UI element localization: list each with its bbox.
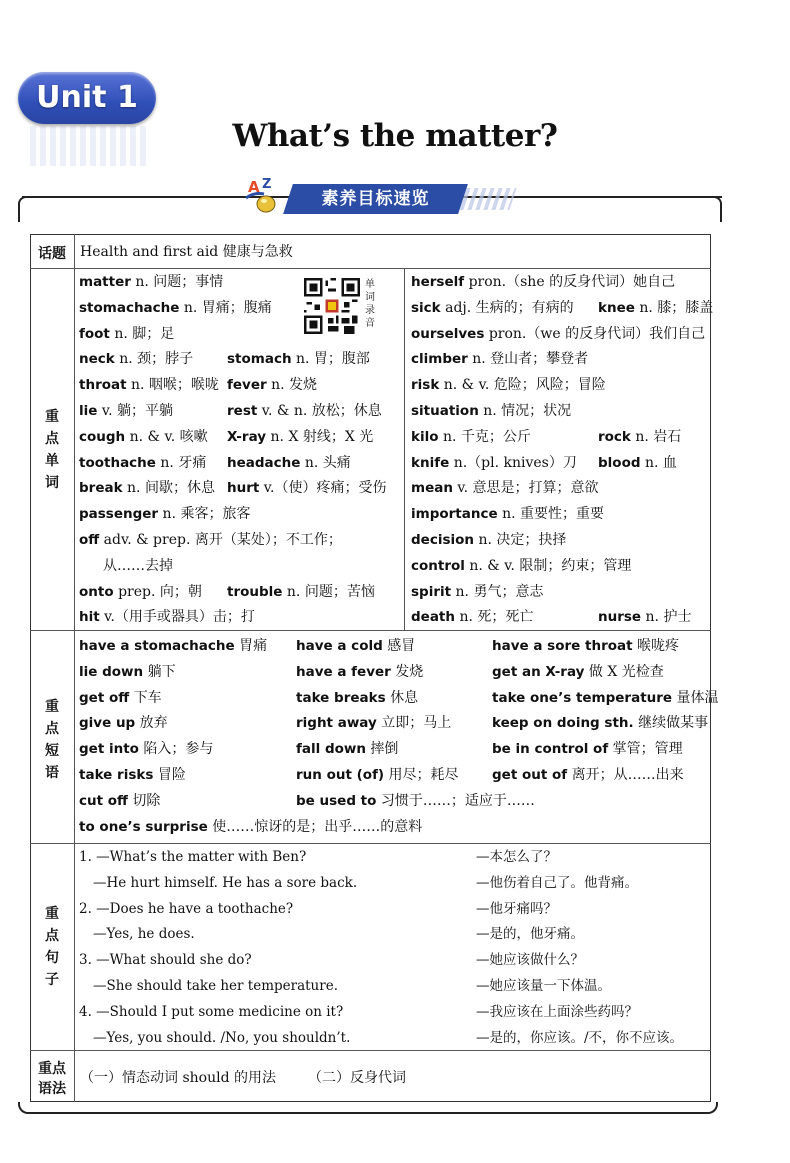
phrases-label-char: 短 <box>45 743 59 759</box>
vocab-definition: n. X 射线；X 光 <box>270 428 374 445</box>
vocab-word: hit <box>79 609 100 626</box>
phrase-text: lie down <box>79 663 144 680</box>
vocab-definition: n. 颈；脖子 <box>119 351 194 368</box>
phrase-text: to one’s surprise <box>79 818 208 835</box>
vocab-word: off <box>79 532 100 548</box>
phrase-entry <box>296 793 535 809</box>
vocab-definition: n. 问题；苦恼 <box>286 583 375 600</box>
phrase-entry <box>492 638 679 654</box>
phrase-text: give up <box>79 715 136 732</box>
vocab-definition: n. 咽喉；喉咙 <box>131 377 219 394</box>
phrase-entry <box>492 741 683 757</box>
qr-code-icon[interactable] <box>304 278 360 334</box>
sentence-english: 4. —Should I put some medicine on it? <box>79 1003 344 1020</box>
vocab-entry <box>411 351 588 367</box>
vocab-entry <box>411 326 705 342</box>
vocab-word: climber <box>411 351 468 368</box>
sentence-english: 1. —What’s the matter with Ben? <box>79 849 307 865</box>
vocab-entry <box>79 377 219 393</box>
phrase-meaning: 下车 <box>129 689 162 706</box>
vocab-entry <box>79 351 193 367</box>
page-title: What’s the matter? <box>232 118 558 154</box>
section-banner-decoration <box>459 188 516 210</box>
phrase-entry <box>492 715 708 731</box>
grammar-label-line: 语法 <box>38 1081 66 1097</box>
vocab-label-char: 重 <box>45 409 59 425</box>
vocab-label-char: 单 <box>45 453 59 469</box>
vocab-word: headache <box>227 454 301 471</box>
vocab-definition: n.（pl. knives）刀 <box>453 454 577 471</box>
vocab-definition: n. 膝；膝盖 <box>639 299 714 316</box>
phrase-entry <box>492 664 664 680</box>
vocab-entry <box>411 429 531 445</box>
phrase-text: get out of <box>492 767 568 783</box>
topic-text: Health and first aid 健康与急救 <box>80 244 293 260</box>
vocab-definition: v. & n. 放松；休息 <box>261 403 382 419</box>
phrase-meaning: 用尽；耗尽 <box>384 767 459 783</box>
vocab-entry <box>411 403 571 419</box>
phrase-entry <box>492 767 684 783</box>
phrase-entry <box>79 638 267 654</box>
row-divider <box>30 1050 711 1051</box>
qr-caption: 单 词 录 音 <box>365 279 375 329</box>
vocab-definition: n. 胃痛；腹痛 <box>183 299 272 316</box>
vocab-definition: n. 脚；足 <box>114 325 175 342</box>
sentence-english: 3. —What should she do? <box>79 952 252 969</box>
vocab-definition: n. 死；死亡 <box>459 609 534 626</box>
vocab-definition: n. 勇气；意志 <box>455 583 544 600</box>
vocab-entry <box>227 403 382 419</box>
vocab-definition: n. 发烧 <box>271 377 318 394</box>
vocab-word: throat <box>79 377 127 394</box>
phrase-text: run out (of) <box>296 767 385 783</box>
vocab-word: mean <box>411 480 453 497</box>
vocab-divider <box>404 268 405 630</box>
topic-label: 话题 <box>38 246 66 262</box>
vocab-word: control <box>411 557 465 574</box>
phrase-meaning: 躺下 <box>143 663 176 680</box>
vocab-word: rock <box>598 428 631 445</box>
sentence-chinese: —他牙痛吗？ <box>476 900 557 917</box>
vocab-word: herself <box>411 274 465 290</box>
vocab-entry <box>79 584 202 600</box>
vocab-definition: n. 问题；事情 <box>135 274 224 290</box>
phrase-meaning: 切除 <box>127 792 161 809</box>
vocab-entry <box>411 609 533 625</box>
vocab-definition: v.（使）疼痛；受伤 <box>263 480 387 497</box>
az-globe-icon <box>240 174 290 214</box>
phrase-text: have a sore throat <box>492 638 633 654</box>
vocab-word: decision <box>411 532 474 548</box>
vocab-definition: v. 躺；平躺 <box>101 403 174 419</box>
svg-text:A: A <box>248 178 260 196</box>
phrase-meaning: 做 X 光检查 <box>584 663 664 680</box>
vocab-word: risk <box>411 377 440 394</box>
phrase-text: fall down <box>296 741 366 758</box>
sentence-chinese: —她应该量一下体温。 <box>476 978 611 994</box>
vocab-word: trouble <box>227 583 283 600</box>
phrase-meaning: 掌管；管理 <box>608 741 683 758</box>
phrase-text: get into <box>79 741 139 758</box>
phrase-meaning: 休息 <box>385 689 419 706</box>
phrase-text: be used to <box>296 792 377 809</box>
row-divider <box>30 630 711 631</box>
phrases-label-cell <box>30 630 75 843</box>
vocab-word: cough <box>79 428 126 445</box>
phrase-entry <box>79 715 168 731</box>
footer-rule <box>18 1102 718 1114</box>
grammar-label-cell <box>30 1050 75 1102</box>
phrase-entry <box>296 690 418 706</box>
phrase-meaning: 喉咙疼 <box>632 638 680 654</box>
vocab-entry <box>79 455 206 471</box>
phrase-meaning: 习惯于……；适应于…… <box>376 792 535 809</box>
sentences-label-char: 子 <box>45 972 59 988</box>
svg-text:Z: Z <box>262 177 272 192</box>
phrase-entry <box>79 664 176 680</box>
vocab-word: break <box>79 480 123 497</box>
phrase-entry <box>79 793 160 809</box>
phrase-entry <box>79 741 213 757</box>
topic-label-cell <box>30 234 75 268</box>
vocab-definition: prep. 向；朝 <box>118 583 202 600</box>
header-rule-right-corner <box>712 196 722 222</box>
phrase-text: have a cold <box>296 638 383 654</box>
phrase-entry <box>79 690 162 706</box>
vocab-definition: n. 情况；状况 <box>483 403 572 419</box>
unit-badge: Unit 1 <box>18 72 156 124</box>
vocab-definition: n. 重要性；重要 <box>502 506 604 523</box>
phrase-text: keep on doing sth. <box>492 715 634 732</box>
vocab-entry <box>79 532 342 548</box>
vocab-entry <box>79 609 255 625</box>
vocab-definition: n. 乘客；旅客 <box>162 506 251 523</box>
phrase-meaning: 胃痛 <box>234 638 268 654</box>
row-divider <box>30 843 711 844</box>
vocab-entry <box>411 274 675 290</box>
vocab-word: toothache <box>79 454 156 471</box>
vocab-definition: n. 牙痛 <box>160 454 207 471</box>
vocab-entry <box>227 584 375 600</box>
phrase-meaning: 使……惊讶的是；出乎……的意料 <box>207 818 423 835</box>
phrase-entry <box>296 767 459 783</box>
sentence-chinese: —我应该在上面涂些药吗？ <box>476 1003 638 1020</box>
vocab-entry <box>411 480 599 496</box>
phrase-meaning: 陷入；参与 <box>138 741 214 758</box>
vocab-word: rest <box>227 403 258 419</box>
vocab-definition: pron.（she 的反身代词）她自己 <box>468 274 676 290</box>
phrase-text: take one’s temperature <box>492 689 673 706</box>
vocab-entry <box>79 506 250 522</box>
vocab-entry <box>411 455 577 471</box>
vocab-word: blood <box>598 454 641 471</box>
sentence-english: —She should take her temperature. <box>93 978 338 994</box>
vocab-definition: adj. 生病的；有病的 <box>445 299 574 316</box>
vocab-definition: pron.（we 的反身代词）我们自己 <box>488 325 706 342</box>
phrase-entry <box>79 767 186 783</box>
vocab-entry <box>598 455 677 471</box>
vocab-word: stomachache <box>79 299 180 316</box>
phrases-label-char: 语 <box>45 765 59 781</box>
phrase-meaning: 离开；从……出来 <box>567 767 684 783</box>
vocab-word: spirit <box>411 583 452 600</box>
vocab-definition: n. 千克；公斤 <box>442 428 531 445</box>
phrase-meaning: 放弃 <box>135 715 168 732</box>
vocab-label-char: 点 <box>45 431 59 447</box>
header-rule-left-corner <box>18 196 28 222</box>
phrase-entry <box>296 715 451 731</box>
vocab-definition: v.（用手或器具）击；打 <box>104 609 255 626</box>
vocab-word: onto <box>79 583 114 600</box>
grammar-label-line: 重点 <box>38 1061 66 1077</box>
vocab-word: stomach <box>227 351 292 368</box>
phrase-entry <box>296 638 415 654</box>
vocab-word: hurt <box>227 480 260 497</box>
sentences-label-char: 点 <box>45 928 59 944</box>
vocab-definition: n. 血 <box>644 454 677 471</box>
phrase-text: right away <box>296 715 377 732</box>
grammar-item-2: （二）反身代词 <box>308 1070 406 1086</box>
vocab-definition: n. 登山者；攀登者 <box>472 351 589 368</box>
sentences-label-char: 句 <box>45 950 59 966</box>
vocab-label-cell <box>30 268 75 630</box>
vocab-entry <box>79 429 208 445</box>
sentence-chinese: —她应该做什么？ <box>476 952 584 969</box>
sentence-english: —He hurt himself. He has a sore back. <box>93 874 358 891</box>
sentence-chinese: —是的，你应该。/不，你不应该。 <box>476 1029 684 1046</box>
vocab-entry <box>411 377 606 393</box>
phrase-text: cut off <box>79 792 128 809</box>
vocab-entry <box>227 351 370 367</box>
vocab-word: knife <box>411 454 450 471</box>
vocab-definition: v. 意思是；打算；意欲 <box>457 480 599 497</box>
vocab-word: X-ray <box>227 428 267 445</box>
vocab-word: death <box>411 609 455 626</box>
phrase-text: have a stomachache <box>79 638 235 654</box>
sentence-chinese: —他伤着自己了。他背痛。 <box>476 874 638 891</box>
sentence-chinese: —本怎么了？ <box>476 849 557 865</box>
phrase-text: take breaks <box>296 689 386 706</box>
sentence-chinese: —是的，他牙痛。 <box>476 926 584 943</box>
phrase-meaning: 立即；马上 <box>376 715 452 732</box>
vocab-word: passenger <box>79 506 159 523</box>
vocab-definition: n. 胃；腹部 <box>296 351 370 368</box>
vocab-entry <box>598 429 681 445</box>
vocab-word: situation <box>411 403 479 419</box>
row-divider <box>30 268 711 269</box>
vocab-entry <box>79 326 174 342</box>
phrase-text: take risks <box>79 767 154 783</box>
vocab-definition: n. 间歇；休息 <box>127 480 215 497</box>
phrase-entry <box>296 741 398 757</box>
phrase-text: be in control of <box>492 741 609 758</box>
vocab-word: sick <box>411 299 441 316</box>
vocab-word: importance <box>411 506 498 523</box>
phrase-meaning: 量体温 <box>672 689 719 706</box>
phrase-text: get off <box>79 689 130 706</box>
vocab-word: matter <box>79 274 131 290</box>
vocab-entry <box>598 300 713 316</box>
vocab-entry <box>411 584 543 600</box>
vocab-word: ourselves <box>411 325 485 342</box>
vocab-definition: n. & v. 危险；风险；冒险 <box>443 377 606 394</box>
sentence-english: —Yes, he does. <box>93 926 195 943</box>
vocab-label-char: 词 <box>45 475 59 491</box>
phrase-text: get an X-ray <box>492 663 585 680</box>
vocab-definition: n. 岩石 <box>635 428 682 445</box>
vocab-definition: adv. & prep. 离开（某处）；不工作； <box>103 532 342 548</box>
vocab-word: lie <box>79 403 98 419</box>
vocab-entry <box>411 532 566 548</box>
phrase-entry <box>296 664 423 680</box>
vocab-entry <box>227 377 317 393</box>
sentence-english: 2. —Does he have a toothache? <box>79 900 294 917</box>
vocab-definition: n. & v. 咳嗽 <box>129 428 208 445</box>
vocab-definition: n. 护士 <box>645 609 692 626</box>
phrase-text: have a fever <box>296 663 391 680</box>
vocab-entry <box>79 480 215 496</box>
vocab-entry <box>411 300 574 316</box>
vocab-word: neck <box>79 351 115 368</box>
vocab-word: nurse <box>598 609 642 626</box>
vocab-definition: n. 决定；抉择 <box>478 532 567 548</box>
vocab-word: kilo <box>411 428 439 445</box>
vocab-entry <box>103 558 173 574</box>
grammar-item-1: （一）情态动词 should 的用法 <box>80 1070 276 1086</box>
phrase-meaning: 继续做某事 <box>633 715 709 732</box>
section-banner: 素养目标速览 <box>321 189 430 209</box>
sentence-english: —Yes, you should. /No, you shouldn’t. <box>93 1029 351 1046</box>
phrases-label-char: 重 <box>45 699 59 715</box>
phrase-entry <box>492 690 719 706</box>
vocab-entry <box>79 274 223 290</box>
sentences-label-cell <box>30 843 75 1050</box>
vocab-definition: 从……去掉 <box>103 557 173 574</box>
sentences-label-char: 重 <box>45 906 59 922</box>
vocab-entry <box>79 300 272 316</box>
vocab-entry <box>411 506 604 522</box>
vocab-entry <box>411 558 631 574</box>
phrase-meaning: 摔倒 <box>365 741 399 758</box>
vocab-entry <box>227 480 387 496</box>
phrase-meaning: 冒险 <box>153 767 186 783</box>
vocab-entry <box>79 403 173 419</box>
phrase-meaning: 感冒 <box>382 638 416 654</box>
vocab-entry <box>227 429 373 445</box>
vocab-entry <box>227 455 351 471</box>
phrase-entry <box>79 819 422 835</box>
vocab-word: fever <box>227 377 267 394</box>
vocab-word: knee <box>598 299 635 316</box>
vocab-entry <box>598 609 691 625</box>
vocab-definition: n. 头痛 <box>304 454 351 471</box>
vocab-word: foot <box>79 325 110 342</box>
phrase-meaning: 发烧 <box>390 663 424 680</box>
phrases-label-char: 点 <box>45 721 59 737</box>
vocab-definition: n. & v. 限制；约束；管理 <box>469 557 632 574</box>
